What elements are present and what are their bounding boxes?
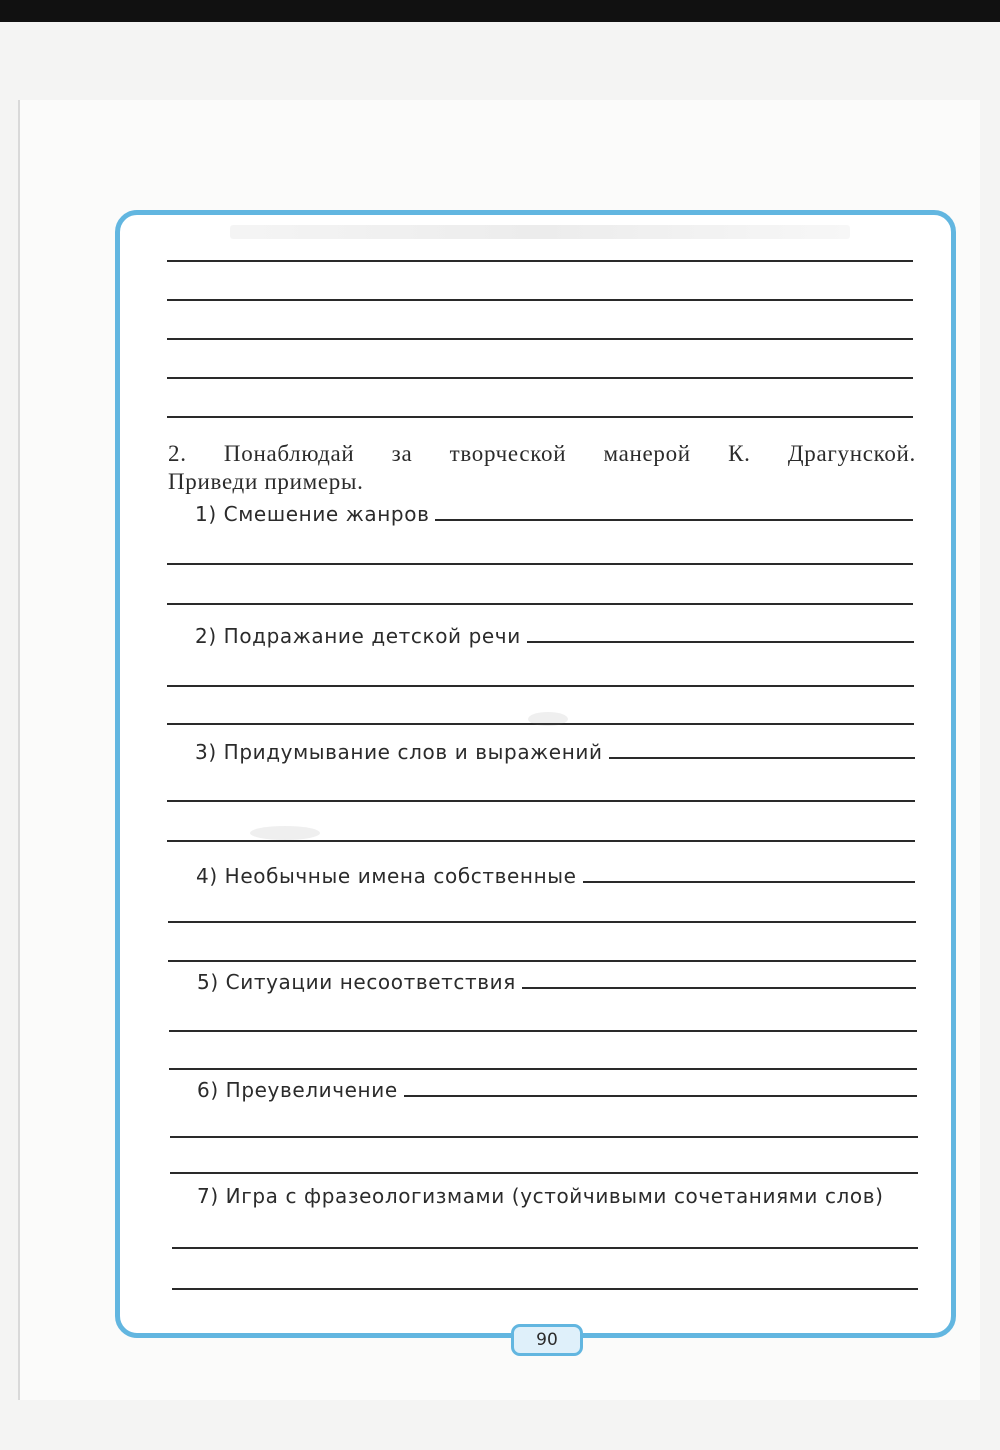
- writing-line[interactable]: [172, 1288, 918, 1290]
- item-3-answer-line[interactable]: [609, 757, 915, 759]
- writing-line[interactable]: [167, 840, 915, 842]
- item-5-label: 5) Ситуации несоответствия: [197, 970, 516, 994]
- item-2: [195, 624, 914, 648]
- writing-line[interactable]: [169, 1030, 917, 1032]
- writing-line[interactable]: [170, 1172, 918, 1174]
- item-2-answer-line[interactable]: [527, 641, 914, 643]
- item-5-answer-line[interactable]: [522, 987, 916, 989]
- scan-smudge: [250, 826, 320, 840]
- item-6-label: 6) Преувеличение: [197, 1078, 398, 1102]
- writing-line[interactable]: [167, 416, 913, 418]
- writing-line[interactable]: [172, 1247, 918, 1249]
- task-2-line1: 2. Понаблюдай за творческой манерой К. Драгунской.: [168, 441, 916, 466]
- item-4: [196, 864, 915, 888]
- writing-line[interactable]: [168, 921, 916, 923]
- item-6-answer-line[interactable]: [404, 1095, 917, 1097]
- item-1-answer-line[interactable]: [435, 519, 913, 521]
- item-7: [197, 1184, 917, 1208]
- item-4-answer-line[interactable]: [583, 881, 915, 883]
- writing-line[interactable]: [167, 603, 913, 605]
- writing-line[interactable]: [167, 563, 913, 565]
- writing-line[interactable]: [167, 800, 915, 802]
- writing-line[interactable]: [168, 960, 916, 962]
- item-4-label: 4) Необычные имена собственные: [196, 864, 577, 888]
- item-5: [197, 970, 916, 994]
- writing-line[interactable]: [167, 338, 913, 340]
- item-7-label: 7) Игра с фразеологизмами (устойчивыми сочетаниями слов): [197, 1184, 884, 1208]
- item-3-label: 3) Придумывание слов и выражений: [195, 740, 603, 764]
- item-6: [197, 1078, 917, 1102]
- writing-line[interactable]: [167, 377, 913, 379]
- task-2-text: [168, 440, 916, 496]
- item-2-label: 2) Подражание детской речи: [195, 624, 521, 648]
- task-2-line2: Приведи примеры.: [168, 469, 364, 494]
- writing-line[interactable]: [167, 260, 913, 262]
- item-3: [195, 740, 915, 764]
- scan-top-strip: [0, 0, 1000, 22]
- page-number: 90: [511, 1324, 583, 1356]
- writing-line[interactable]: [167, 685, 914, 687]
- item-1: [195, 502, 913, 526]
- writing-line[interactable]: [170, 1136, 918, 1138]
- writing-line[interactable]: [167, 299, 913, 301]
- writing-line[interactable]: [169, 1068, 917, 1070]
- content-frame: [115, 210, 956, 1338]
- bleed-through-header: [230, 225, 850, 239]
- item-1-label: 1) Смешение жанров: [195, 502, 430, 526]
- scan-smudge: [528, 712, 568, 726]
